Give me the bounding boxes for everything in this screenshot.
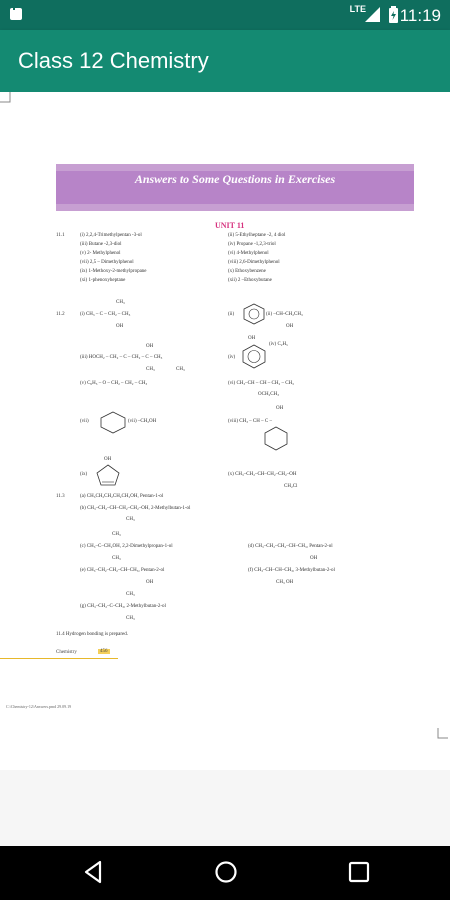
structure-fragment: OCH₂CH₃ <box>258 392 279 397</box>
answer-left-item: (i) 2,2,4-Trimethylpentan -3-ol <box>80 233 142 238</box>
app-title: Class 12 Chemistry <box>18 48 209 73</box>
structure-fragment: CH₃ <box>146 367 155 372</box>
structure-item: (v) C₆H₅ – O – CH₂ – CH₂ – CH₃ <box>80 381 148 386</box>
answer-right-item: (vi) 4-Methylphenol <box>228 251 269 256</box>
structure-item: (vi) CH₃–CH – CH – CH₂ – CH₃ <box>228 381 294 386</box>
structure-fragment: OH <box>146 344 154 349</box>
back-icon[interactable] <box>82 860 104 884</box>
isomer-item: (d) CH₃–CH₂–CH₂–CH–CH₃, Pentan-2-ol <box>248 544 333 549</box>
status-bar <box>0 0 450 30</box>
answer-right-item: (viii) 2,6-Dimethylphenol <box>228 260 280 265</box>
structure-fragment: OH <box>146 580 154 585</box>
structure-item: (vii) –CH₂OH <box>128 419 157 424</box>
structure-fragment: CH₃ <box>126 517 135 522</box>
structure-label: (vii) <box>80 419 89 424</box>
answers-banner <box>56 164 414 211</box>
structure-item: (x) CH₃–CH₂–CH–CH₂–CH₂–OH <box>228 472 297 477</box>
structure-label: (ii) <box>228 312 235 317</box>
notification-icon <box>9 6 24 22</box>
structure-fragment: CH₃ <box>126 592 135 597</box>
isomer-item: (g) CH₃–CH₂–C–CH₃, 2-Methylbutan-2-ol <box>80 604 166 609</box>
structure-fragment: CH₃ OH <box>276 580 294 585</box>
page-number: 456 <box>100 649 108 654</box>
structure-item: (iv) C₂H₅ <box>269 342 288 347</box>
phenol-ring-icon <box>240 343 268 369</box>
question-11-4: 11.4 Hydrogen bonding is prepared. <box>56 632 129 637</box>
structure-fragment: CH₃ <box>112 556 121 561</box>
structure-item: (ix) <box>80 472 88 477</box>
structure-item: (iii) HOCH₂ – CH₂ – C – CH₂ – C – CH₃ <box>80 355 163 360</box>
structure-fragment: CH₃ <box>112 532 121 537</box>
answer-right-item: (iv) Propane -1,2,3-triol <box>228 242 276 247</box>
question-number: 11.3 <box>56 494 65 499</box>
structure-fragment: CH₃ <box>176 367 185 372</box>
structure-fragment: OH <box>310 556 318 561</box>
app-bar <box>0 30 450 92</box>
navigation-bar <box>0 846 450 900</box>
network-label: LTE <box>349 4 366 14</box>
structure-fragment: OH <box>248 336 256 341</box>
structure-fragment: CH₃ <box>126 616 135 621</box>
crop-mark-bottom-right <box>436 728 448 742</box>
answer-right-item: (x) Ethoxybenzene <box>228 269 266 274</box>
structure-fragment: OH <box>116 324 124 329</box>
structure-fragment: OH <box>276 406 284 411</box>
battery-icon <box>389 6 399 23</box>
banner-title: Answers to Some Questions in Exercises <box>134 172 336 186</box>
footer-rule <box>0 658 118 659</box>
structure-fragment: CH₃ <box>116 300 125 305</box>
isomer-item: (c) CH₃–C–CH₂OH, 2,2-Dimethylpropan-1-ol <box>80 544 173 549</box>
recents-icon[interactable] <box>348 860 370 884</box>
cyclopentene-ring-icon <box>96 464 120 486</box>
structure-fragment: OH <box>104 457 112 462</box>
file-label: C:\Chemistry-12\Answers.pmd 29.09.19 <box>6 704 72 709</box>
question-number: 11.2 <box>56 312 65 317</box>
question-number: 11.1 <box>56 233 65 238</box>
structure-fragment: CH₂Cl <box>284 484 298 489</box>
answer-left-item: (iii) Butane -2,3-diol <box>80 242 122 247</box>
structure-item: (ii) –CH–CH₂CH₃ <box>266 312 303 317</box>
structure-label: (iv) <box>228 355 236 360</box>
answer-left-item: (ix) 1-Methoxy-2-methylpropane <box>80 269 147 274</box>
status-time: 11:19 <box>399 6 441 25</box>
cyclohexane-ring-icon <box>98 410 128 434</box>
structure-item: (viii) CH₃ – CH – C – <box>228 419 272 424</box>
answer-right-item: (xii) 2 –Ethoxybutane <box>228 278 272 283</box>
structure-fragment: OH <box>286 324 294 329</box>
crop-mark-top-left <box>0 92 12 104</box>
footer-chapter: Chemistry <box>56 650 77 655</box>
page-background <box>0 770 450 846</box>
answer-left-item: (xi) 1-phenoxyheptane <box>80 278 126 283</box>
unit-title: UNIT 11 <box>215 221 245 230</box>
signal-icon <box>365 7 380 22</box>
isomer-item: (f) CH₃–CH–CH–CH₃, 3-Methylbutan-2-ol <box>248 568 335 573</box>
cyclohexyl-ring-icon <box>262 425 290 451</box>
document-page[interactable] <box>0 92 450 770</box>
benzene-ring-icon <box>242 303 266 325</box>
isomer-item: (e) CH₃–CH₂–CH₂–CH–CH₃, Pentan-2-ol <box>80 568 165 573</box>
home-icon[interactable] <box>214 860 238 884</box>
structure-item: (i) CH₃ – C – CH₂ – CH₃ <box>80 312 131 317</box>
isomer-item: (a) CH₃CH₂CH₂CH₂CH₂OH, Pentan-1-ol <box>80 494 164 499</box>
answer-left-item: (vii) 2,5 – Dimethylphenol <box>80 260 134 265</box>
answer-right-item: (ii) 5-Ethylheptane -2, 4 diol <box>228 233 286 238</box>
isomer-item: (b) CH₃–CH₂–CH–CH₂–CH₂–OH, 2-Methylbutan-1-ol <box>80 506 191 511</box>
answer-left-item: (v) 2- Methylphenol <box>80 251 121 256</box>
